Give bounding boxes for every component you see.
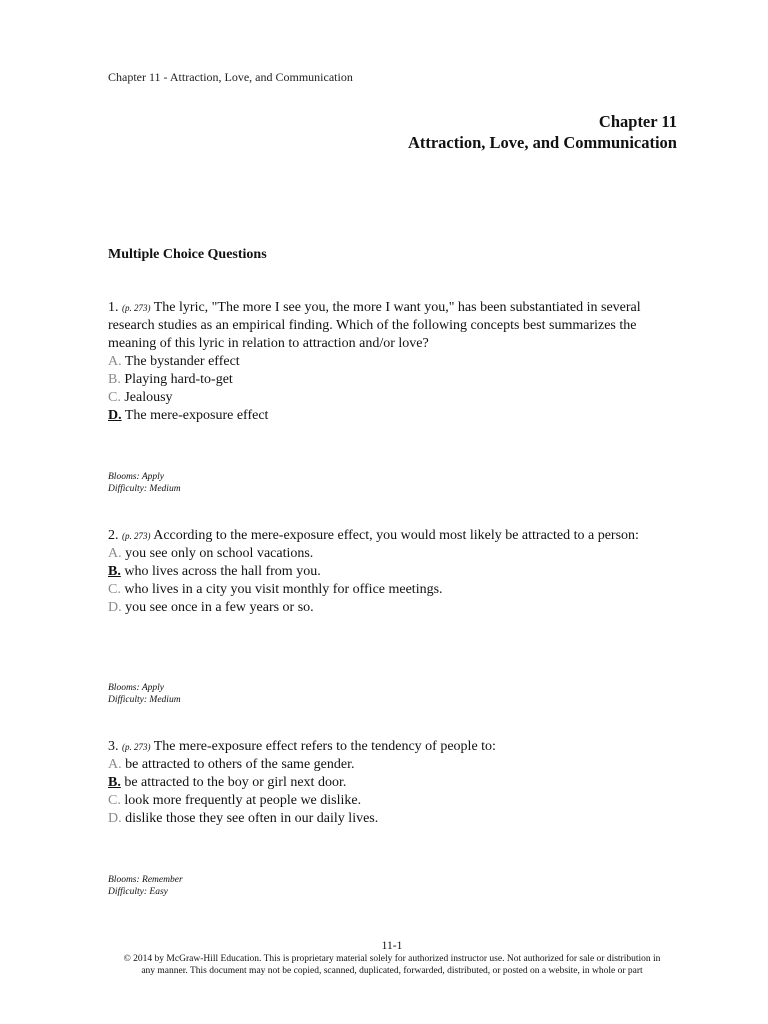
option-text: who lives in a city you visit monthly for office meetings. [124, 582, 443, 597]
question-stem [108, 527, 668, 545]
answer-options [108, 353, 668, 425]
question-number: 3. [108, 739, 119, 754]
question-text: The mere-exposure effect refers to the tendency of people to: [153, 739, 496, 754]
running-header: Chapter 11 - Attraction, Love, and Communication [108, 70, 353, 84]
option-a [108, 353, 668, 371]
correct-option-letter: B. [108, 564, 121, 579]
option-text: be attracted to others of the same gender. [125, 757, 355, 772]
question-2-meta [108, 682, 181, 706]
option-text: you see only on school vacations. [125, 546, 314, 561]
chapter-name: Attraction, Love, and Communication [407, 133, 677, 152]
question-1 [108, 299, 668, 425]
option-text: The bystander effect [124, 354, 240, 369]
option-b-correct [108, 774, 668, 792]
option-a [108, 756, 668, 774]
option-letter: A. [108, 354, 122, 369]
question-number: 1. [108, 300, 119, 315]
option-b [108, 371, 668, 389]
copyright-line-1: © 2014 by McGraw-Hill Education. This is proprietary material solely for authorized instructor use. Not authorized for sale or distribution in [123, 954, 661, 964]
question-number: 2. [108, 528, 119, 543]
chapter-number: Chapter 11 [598, 112, 677, 131]
option-text: be attracted to the boy or girl next door. [124, 775, 347, 790]
correct-option-letter: D. [108, 408, 122, 423]
answer-options [108, 756, 668, 828]
difficulty-level: Difficulty: Medium [108, 484, 181, 494]
question-3-meta [108, 874, 183, 898]
option-text: Playing hard-to-get [124, 372, 233, 387]
option-a [108, 545, 668, 563]
page-number: 11-1 [381, 940, 403, 952]
question-stem [108, 738, 668, 756]
option-d [108, 810, 668, 828]
option-text: Jealousy [124, 390, 173, 405]
copyright-line-2: any manner. This document may not be copied, scanned, duplicated, forwarded, distributed, or posted on a website, in whole or part [141, 966, 643, 976]
option-d [108, 599, 668, 617]
answer-options [108, 545, 668, 617]
option-text: dislike those they see often in our daily lives. [125, 811, 379, 826]
option-letter: D. [108, 600, 122, 615]
question-3 [108, 738, 668, 828]
question-text: According to the mere-exposure effect, you would most likely be attracted to a person: [153, 528, 639, 543]
blooms-level: Blooms: Remember [108, 875, 183, 885]
question-2 [108, 527, 668, 617]
page-reference: (p. 273) [122, 742, 151, 752]
page-reference: (p. 273) [122, 303, 151, 313]
page-footer [100, 940, 684, 977]
option-letter: C. [108, 793, 121, 808]
option-letter: C. [108, 582, 121, 597]
question-1-meta [108, 471, 181, 495]
option-letter: B. [108, 372, 121, 387]
option-text: look more frequently at people we dislike. [124, 793, 362, 808]
blooms-level: Blooms: Apply [108, 472, 165, 482]
section-heading: Multiple Choice Questions [108, 247, 267, 262]
option-text: who lives across the hall from you. [124, 564, 321, 579]
option-letter: D. [108, 811, 122, 826]
option-letter: C. [108, 390, 121, 405]
option-letter: A. [108, 546, 122, 561]
option-d-correct [108, 407, 668, 425]
option-b-correct [108, 563, 668, 581]
difficulty-level: Difficulty: Medium [108, 695, 181, 705]
question-stem [108, 299, 668, 353]
question-text: The lyric, "The more I see you, the more I want you," has been substantiated in several research studies as an empirical finding. Which of the following concepts best summarizes the meaning of this lyric in relation to attraction and/or love? [108, 300, 641, 351]
option-text: you see once in a few years or so. [125, 600, 314, 615]
option-c [108, 792, 668, 810]
page-reference: (p. 273) [122, 531, 151, 541]
option-c [108, 389, 668, 407]
option-letter: A. [108, 757, 122, 772]
option-c [108, 581, 668, 599]
difficulty-level: Difficulty: Easy [108, 887, 168, 897]
chapter-title [408, 111, 677, 153]
option-text: The mere-exposure effect [124, 408, 269, 423]
blooms-level: Blooms: Apply [108, 683, 165, 693]
correct-option-letter: B. [108, 775, 121, 790]
